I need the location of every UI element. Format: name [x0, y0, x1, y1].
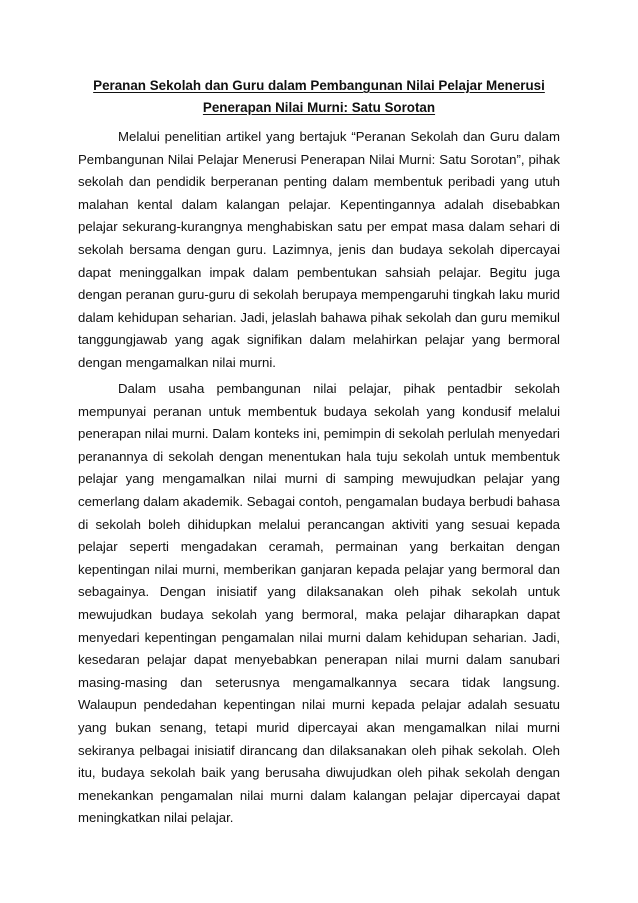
document-title	[78, 75, 560, 119]
paragraph-1-block	[78, 126, 560, 375]
paragraph-2: Dalam usaha pembangunan nilai pelajar, pihak pentadbir sekolah mempunyai peranan untuk membentuk budaya sekolah yang kondusif melalui penerapan nilai murni. Dalam konteks ini, pemimpin di sekolah perlulah menyedari peranannya di sekolah dengan menentukan hala tuju sekolah untuk membentuk pelajar yang mengamalkan nilai murni di samping mewujudkan pelajar yang cemerlang dalam akademik. Sebagai contoh, pengamalan budaya berbudi bahasa di sekolah boleh dihidupkan melalui perancangan aktiviti yang sesuai kepada pelajar seperti mengadakan ceramah, permainan yang berkaitan dengan kepentingan nilai murni, memberikan ganjaran kepada pelajar yang bermoral dan sebagainya. Dengan inisiatif yang dilaksanakan oleh pihak sekolah untuk mewujudkan budaya sekolah yang bermoral, maka pelajar diharapkan dapat menyedari kepentingan pengamalan nilai murni dalam kehidupan seharian. Jadi, kesedaran pelajar dapat menyebabkan penerapan nilai murni dalam sanubari masing-masing dan seterusnya mengamalkannya secara tidak langsung. Walaupun pendedahan kepentingan nilai murni kepada pelajar adalah sesuatu yang bukan senang, tetapi murid dipercayai akan mengamalkan nilai murni sekiranya pelbagai inisiatif dirancang dan dilaksanakan oleh pihak sekolah. Oleh itu, budaya sekolah baik yang berusaha diwujudkan oleh pihak sekolah dengan menekankan pengamalan nilai murni dalam kalangan pelajar dipercayai dapat meningkatkan nilai pelajar.	[78, 381, 560, 826]
paragraph-1: Melalui penelitian artikel yang bertajuk “Peranan Sekolah dan Guru dalam Pembangunan Nilai Pelajar Menerusi Penerapan Nilai Murni: Satu Sorotan”, pihak sekolah dan pendidik berperanan penting dalam membentuk peribadi yang utuh malahan kental dalam kalangan pelajar. Kepentingannya adalah disebabkan pelajar sekurang-kurangnya menghabiskan satu per empat masa dalam sehari di sekolah bersama dengan guru. Lazimnya, jenis dan budaya sekolah dipercayai dapat meninggalkan impak dalam pembentukan sahsiah pelajar. Begitu juga dengan peranan guru-guru di sekolah berupaya mempengaruhi tingkah laku murid dalam kehidupan seharian. Jadi, jelaslah bahawa pihak sekolah dan guru memikul tanggungjawab yang agak signifikan dalam melahirkan pelajar yang bermoral dengan mengamalkan nilai murni.	[78, 129, 560, 370]
title-line-2: Penerapan Nilai Murni: Satu Sorotan	[202, 100, 436, 115]
paragraph-2-block	[78, 378, 560, 830]
title-line-1: Peranan Sekolah dan Guru dalam Pembangunan Nilai Pelajar Menerusi	[93, 78, 545, 93]
